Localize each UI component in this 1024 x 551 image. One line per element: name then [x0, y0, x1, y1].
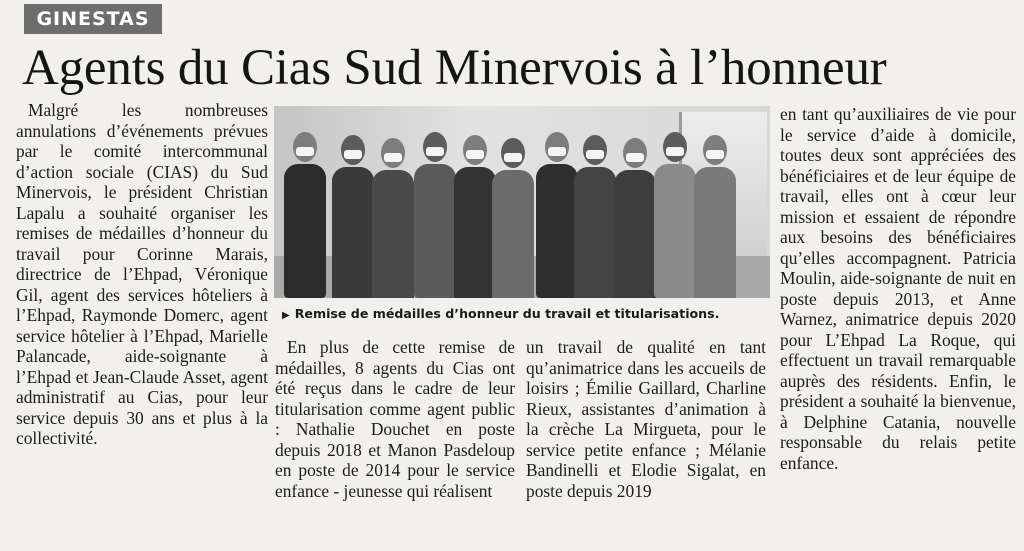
- photo-caption: [282, 306, 772, 321]
- photo-person-mask: [586, 150, 604, 159]
- photo-person-mask: [504, 153, 522, 162]
- photo-person: [372, 170, 414, 298]
- photo-person: [284, 164, 326, 298]
- article-headline: Agents du Cias Sud Minervois à l’honneur: [22, 40, 887, 96]
- photo-person: [694, 167, 736, 298]
- group-photo: [274, 106, 770, 298]
- photo-person: [414, 164, 456, 298]
- photo-caption-text: Remise de médailles d’honneur du travail et titularisations.: [294, 306, 720, 321]
- photo-person-mask: [466, 150, 484, 159]
- article-column-4: en tant qu’auxiliaires de vie pour le service d’aide à domicile, toutes deux sont appréciées des bénéficiaires et de leur équipe de travail, elles ont à cœur leur mission et essaient de répondre aux besoins des bénéficiaires qu’elles accompagnent. Patricia Moulin, aide-soignante de nuit en poste depuis 2013, et Anne Warnez, animatrice depuis 2020 pour L’Ehpad La Roque, qui effectuent un travail remarquable auprès des résidents. Enfin, le président a souhaité la bienvenue, à Delphine Catania, nouvelle responsable du relais petite enfance.: [780, 104, 1016, 473]
- photo-person-mask: [666, 147, 684, 156]
- photo-person: [536, 164, 578, 298]
- photo-person-mask: [426, 147, 444, 156]
- photo-person: [654, 164, 696, 298]
- photo-person-mask: [384, 153, 402, 162]
- photo-person: [454, 167, 496, 298]
- article-column-3: un travail de qualité en tant qu’animatrice dans les accueils de loisirs ; Émilie Gaillard, Charline Rieux, assistantes d’animation à la crèche La Mirgueta, pour le service petite enfance ; Mélanie Bandinelli et Elodie Sigalat, en poste depuis 2019: [526, 337, 766, 501]
- photo-person: [614, 170, 656, 298]
- photo-person-mask: [344, 150, 362, 159]
- photo-person-mask: [296, 147, 314, 156]
- caption-marker-icon: ▶: [282, 310, 290, 321]
- article-column-2: En plus de cette remise de médailles, 8 agents du Cias ont été reçus dans le cadre de leur titularisation comme agent public : Nathalie Douchet en poste depuis 2018 et Manon Pasdeloup en poste de 2014 pour le service enfance - jeunesse qui réalisent: [275, 337, 515, 501]
- photo-person: [574, 167, 616, 298]
- photo-person-mask: [626, 153, 644, 162]
- photo-person: [492, 170, 534, 298]
- photo-person: [332, 167, 374, 298]
- article-column-1: Malgré les nombreuses annulations d’événements prévues par le comité intercommunal d’action sociale (CIAS) du Sud Minervois, le président Christian Lapalu a souhaité organiser les remises de médailles d’honneur du travail pour Corinne Marais, directrice de l’Ehpad, Véronique Gil, agent des services hôteliers à l’Ehpad, Raymonde Domerc, agent service hôtelier à l’Ehpad, Marielle Palancade, aide-soignante à l’Ehpad et Jean-Claude Asset, agent administratif au Cias, pour leur service depuis 30 ans et plus à la collectivité.: [16, 100, 268, 448]
- section-label: GINESTAS: [24, 4, 162, 34]
- photo-person-mask: [706, 150, 724, 159]
- photo-person-mask: [548, 147, 566, 156]
